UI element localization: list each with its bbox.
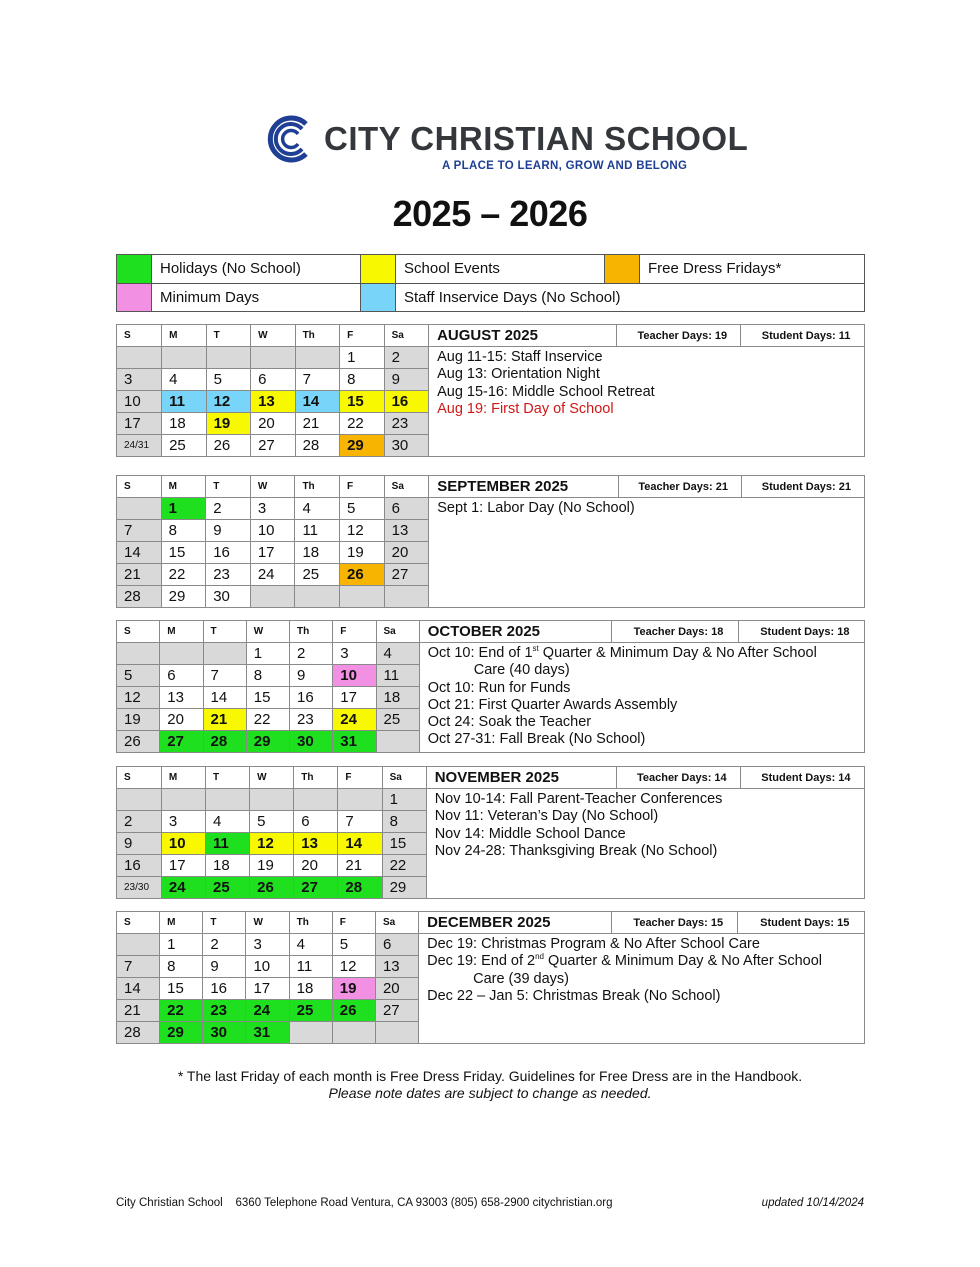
day-cell: 13 (294, 833, 338, 855)
day-cell: 30 (290, 731, 333, 753)
month-events (429, 347, 865, 457)
empty-day-cell (203, 643, 246, 665)
day-cell: 15 (340, 391, 385, 413)
day-cell: 23 (206, 564, 251, 586)
day-cell: 7 (117, 520, 162, 542)
day-header: W (246, 912, 289, 934)
day-cell: 15 (246, 687, 289, 709)
day-cell: 17 (161, 855, 205, 877)
day-cell: 21 (295, 413, 340, 435)
day-cell: 5 (117, 665, 160, 687)
day-cell: 15 (382, 833, 426, 855)
day-cell: 1 (340, 347, 385, 369)
day-cell: 24/31 (117, 435, 162, 457)
day-cell: 22 (382, 855, 426, 877)
day-cell: 2 (203, 934, 246, 956)
day-cell: 23 (384, 413, 429, 435)
month-september (116, 475, 865, 608)
day-header: Sa (376, 621, 419, 643)
day-cell: 10 (117, 391, 162, 413)
day-cell: 3 (246, 934, 289, 956)
month-events (429, 498, 865, 608)
day-header: Sa (384, 325, 429, 347)
legend-inservice: Staff Inservice Days (No School) (396, 283, 865, 312)
day-cell: 30 (206, 586, 251, 608)
empty-day-cell (160, 643, 203, 665)
event-item: Oct 21: First Quarter Awards Assembly (427, 696, 678, 713)
day-cell: 28 (117, 1022, 160, 1044)
day-cell: 8 (161, 520, 206, 542)
day-cell: 18 (162, 413, 207, 435)
student-days: Student Days: 11 (741, 325, 865, 347)
day-cell: 25 (289, 1000, 332, 1022)
day-cell: 6 (294, 811, 338, 833)
month-december (116, 911, 865, 1044)
day-cell: 12 (117, 687, 160, 709)
day-header: W (246, 621, 289, 643)
day-header: T (206, 476, 251, 498)
month-august (116, 324, 865, 457)
day-cell: 27 (384, 564, 429, 586)
day-cell: 1 (161, 498, 206, 520)
free-dress-swatch (605, 255, 640, 284)
empty-day-cell (250, 789, 294, 811)
day-cell: 17 (117, 413, 162, 435)
day-cell: 5 (340, 498, 385, 520)
event-item: Oct 24: Soak the Teacher (427, 714, 592, 731)
empty-day-cell (340, 586, 385, 608)
day-cell: 20 (251, 413, 296, 435)
day-header: M (162, 325, 207, 347)
day-cell: 23 (290, 709, 333, 731)
day-cell: 29 (246, 731, 289, 753)
day-cell: 20 (160, 709, 203, 731)
day-header: S (117, 325, 162, 347)
day-cell: 25 (295, 564, 340, 586)
day-cell: 24 (246, 1000, 289, 1022)
day-header: W (251, 325, 296, 347)
empty-day-cell (295, 347, 340, 369)
school-logo (266, 112, 749, 176)
empty-day-cell (117, 789, 162, 811)
empty-day-cell (251, 347, 296, 369)
day-cell: 20 (294, 855, 338, 877)
day-cell: 19 (332, 978, 375, 1000)
legend-free-dress: Free Dress Fridays* (640, 255, 865, 284)
month-title: DECEMBER 2025 (419, 912, 612, 934)
day-cell: 19 (206, 413, 251, 435)
event-item: Nov 24-28: Thanksgiving Break (No School) (434, 842, 718, 859)
teacher-days: Teacher Days: 15 (612, 912, 738, 934)
event-item: Care (39 days) (473, 970, 569, 987)
day-header: T (203, 621, 246, 643)
teacher-days: Teacher Days: 14 (616, 767, 740, 789)
day-cell: 20 (384, 542, 429, 564)
free-dress-note: * The last Friday of each month is Free Dress Friday. Guidelines for Free Dress are in the Handbook. (177, 1068, 803, 1084)
legend (116, 254, 865, 312)
day-header: F (333, 621, 376, 643)
day-cell: 28 (117, 586, 162, 608)
month-october (116, 620, 865, 753)
legend-minimum-days: Minimum Days (152, 283, 361, 312)
day-header: Th (290, 621, 333, 643)
day-cell: 9 (206, 520, 251, 542)
day-header: S (117, 767, 162, 789)
footer-updated: updated 10/14/2024 (761, 1197, 864, 1209)
day-cell: 25 (162, 435, 207, 457)
day-cell: 2 (117, 811, 162, 833)
day-cell: 26 (340, 564, 385, 586)
empty-day-cell (162, 347, 207, 369)
day-cell: 4 (206, 811, 250, 833)
event-swatch (361, 255, 396, 284)
day-cell: 27 (160, 731, 203, 753)
day-cell: 10 (250, 520, 295, 542)
event-item: Nov 14: Middle School Dance (434, 825, 626, 842)
day-cell: 11 (289, 956, 332, 978)
event-item: Aug 19: First Day of School (437, 400, 614, 417)
day-cell: 8 (340, 369, 385, 391)
month-title: AUGUST 2025 (429, 325, 617, 347)
change-note: Please note dates are subject to change as needed. (328, 1085, 652, 1101)
day-header: F (340, 325, 385, 347)
month-title: SEPTEMBER 2025 (429, 476, 618, 498)
day-cell: 15 (160, 978, 203, 1000)
day-cell: 27 (251, 435, 296, 457)
holiday-swatch (117, 255, 152, 284)
day-cell: 8 (246, 665, 289, 687)
day-cell: 9 (384, 369, 429, 391)
day-cell: 5 (206, 369, 251, 391)
day-cell: 11 (376, 665, 419, 687)
day-cell: 13 (375, 956, 418, 978)
empty-day-cell (117, 498, 162, 520)
day-cell: 17 (250, 542, 295, 564)
day-cell: 6 (251, 369, 296, 391)
day-cell: 12 (332, 956, 375, 978)
day-cell: 27 (294, 877, 338, 899)
day-cell: 6 (375, 934, 418, 956)
day-cell: 27 (375, 1000, 418, 1022)
day-cell: 14 (295, 391, 340, 413)
empty-day-cell (206, 789, 250, 811)
day-cell: 28 (295, 435, 340, 457)
day-cell: 25 (206, 877, 250, 899)
day-cell: 19 (250, 855, 294, 877)
logo-mark-icon (266, 114, 316, 164)
event-item: Oct 10: Run for Funds (427, 679, 571, 696)
day-header: S (117, 621, 160, 643)
month-title: NOVEMBER 2025 (426, 767, 616, 789)
day-cell: 3 (117, 369, 162, 391)
day-cell: 10 (333, 665, 376, 687)
day-cell: 23 (203, 1000, 246, 1022)
day-cell: 16 (206, 542, 251, 564)
day-cell: 16 (203, 978, 246, 1000)
teacher-days: Teacher Days: 18 (612, 621, 738, 643)
day-header: M (160, 621, 203, 643)
day-cell: 29 (382, 877, 426, 899)
empty-day-cell (338, 789, 382, 811)
day-cell: 21 (117, 564, 162, 586)
legend-school-events: School Events (396, 255, 605, 284)
day-cell: 7 (295, 369, 340, 391)
day-cell: 9 (203, 956, 246, 978)
day-cell: 8 (160, 956, 203, 978)
day-header: W (250, 767, 294, 789)
day-cell: 14 (338, 833, 382, 855)
day-cell: 2 (384, 347, 429, 369)
day-header: S (117, 476, 162, 498)
event-item: Oct 10: End of 1st Quarter & Minimum Day & No After School (427, 644, 817, 661)
notes (0, 1068, 980, 1102)
empty-day-cell (250, 586, 295, 608)
day-cell: 1 (246, 643, 289, 665)
day-cell: 30 (203, 1022, 246, 1044)
day-cell: 20 (375, 978, 418, 1000)
day-cell: 17 (333, 687, 376, 709)
teacher-days: Teacher Days: 21 (618, 476, 741, 498)
student-days: Student Days: 21 (741, 476, 864, 498)
day-cell: 3 (161, 811, 205, 833)
day-header: T (206, 325, 251, 347)
empty-day-cell (117, 643, 160, 665)
day-header: M (160, 912, 203, 934)
day-header: F (332, 912, 375, 934)
day-cell: 29 (161, 586, 206, 608)
day-cell: 24 (333, 709, 376, 731)
day-cell: 3 (333, 643, 376, 665)
day-cell: 26 (206, 435, 251, 457)
event-item: Nov 10-14: Fall Parent-Teacher Conferences (434, 791, 723, 807)
day-header: M (161, 476, 206, 498)
day-cell: 21 (338, 855, 382, 877)
day-cell: 11 (206, 833, 250, 855)
event-item: Aug 15-16: Middle School Retreat (437, 383, 655, 400)
day-cell: 22 (161, 564, 206, 586)
school-name: CITY CHRISTIAN SCHOOL (324, 120, 749, 157)
day-cell: 7 (338, 811, 382, 833)
day-cell: 9 (117, 833, 162, 855)
day-cell: 28 (338, 877, 382, 899)
legend-holidays: Holidays (No School) (152, 255, 361, 284)
day-cell: 7 (117, 956, 160, 978)
month-events (419, 643, 864, 753)
empty-day-cell (332, 1022, 375, 1044)
day-cell: 18 (376, 687, 419, 709)
teacher-days: Teacher Days: 19 (617, 325, 741, 347)
day-cell: 14 (203, 687, 246, 709)
empty-day-cell (289, 1022, 332, 1044)
day-cell: 26 (332, 1000, 375, 1022)
event-item: Nov 11: Veteran’s Day (No School) (434, 808, 659, 825)
day-cell: 18 (289, 978, 332, 1000)
day-header: M (161, 767, 205, 789)
day-cell: 23/30 (117, 877, 162, 899)
day-cell: 4 (376, 643, 419, 665)
day-cell: 29 (160, 1022, 203, 1044)
student-days: Student Days: 14 (740, 767, 864, 789)
day-cell: 12 (250, 833, 294, 855)
student-days: Student Days: 18 (738, 621, 864, 643)
day-cell: 2 (206, 498, 251, 520)
month-november (116, 766, 865, 899)
day-cell: 12 (206, 391, 251, 413)
day-cell: 19 (340, 542, 385, 564)
day-cell: 19 (117, 709, 160, 731)
day-cell: 10 (246, 956, 289, 978)
event-item: Dec 19: Christmas Program & No After School Care (427, 936, 760, 952)
day-header: W (250, 476, 295, 498)
page-title: 2025 – 2026 (392, 193, 588, 234)
day-cell: 17 (246, 978, 289, 1000)
day-cell: 1 (160, 934, 203, 956)
day-cell: 1 (382, 789, 426, 811)
day-cell: 18 (295, 542, 340, 564)
day-cell: 31 (246, 1022, 289, 1044)
day-header: Th (295, 325, 340, 347)
day-cell: 9 (290, 665, 333, 687)
month-title: OCTOBER 2025 (419, 621, 612, 643)
footer-address: City Christian School 6360 Telephone Road Ventura, CA 93003 (805) 658-2900 citychristian.org (116, 1197, 613, 1209)
day-cell: 3 (250, 498, 295, 520)
minimum-swatch (117, 283, 152, 312)
empty-day-cell (117, 347, 162, 369)
school-tagline: A PLACE TO LEARN, GROW AND BELONG (442, 160, 688, 172)
day-cell: 21 (203, 709, 246, 731)
day-header: F (338, 767, 382, 789)
day-cell: 26 (117, 731, 160, 753)
day-cell: 8 (382, 811, 426, 833)
day-cell: 4 (289, 934, 332, 956)
month-events (419, 934, 865, 1044)
day-header: F (340, 476, 385, 498)
day-header: S (117, 912, 160, 934)
event-item: Care (40 days) (473, 662, 570, 679)
empty-day-cell (376, 731, 419, 753)
day-header: Th (289, 912, 332, 934)
day-cell: 14 (117, 542, 162, 564)
day-cell: 6 (384, 498, 429, 520)
day-header: T (203, 912, 246, 934)
empty-day-cell (375, 1022, 418, 1044)
empty-day-cell (295, 586, 340, 608)
day-cell: 6 (160, 665, 203, 687)
day-cell: 10 (161, 833, 205, 855)
event-item: Oct 27-31: Fall Break (No School) (427, 731, 646, 748)
day-cell: 13 (251, 391, 296, 413)
day-cell: 13 (160, 687, 203, 709)
student-days: Student Days: 15 (738, 912, 865, 934)
day-cell: 22 (246, 709, 289, 731)
empty-day-cell (161, 789, 205, 811)
month-events (426, 789, 864, 899)
day-cell: 14 (117, 978, 160, 1000)
empty-day-cell (384, 586, 429, 608)
event-item: Aug 13: Orientation Night (437, 366, 600, 383)
day-cell: 5 (332, 934, 375, 956)
event-item: Dec 22 – Jan 5: Christmas Break (No School) (427, 987, 721, 1004)
day-cell: 15 (161, 542, 206, 564)
day-cell: 26 (250, 877, 294, 899)
day-cell: 31 (333, 731, 376, 753)
day-header: Sa (375, 912, 418, 934)
empty-day-cell (294, 789, 338, 811)
day-header: Th (295, 476, 340, 498)
day-cell: 11 (162, 391, 207, 413)
day-cell: 12 (340, 520, 385, 542)
day-header: Th (294, 767, 338, 789)
empty-day-cell (117, 934, 160, 956)
day-cell: 25 (376, 709, 419, 731)
day-cell: 4 (162, 369, 207, 391)
day-cell: 28 (203, 731, 246, 753)
day-cell: 16 (290, 687, 333, 709)
day-cell: 11 (295, 520, 340, 542)
day-header: T (206, 767, 250, 789)
event-item: Dec 19: End of 2nd Quarter & Minimum Day & No After School (427, 952, 823, 970)
day-cell: 30 (384, 435, 429, 457)
day-cell: 4 (295, 498, 340, 520)
day-cell: 5 (250, 811, 294, 833)
empty-day-cell (206, 347, 251, 369)
day-cell: 24 (161, 877, 205, 899)
event-item: Aug 11-15: Staff Inservice (437, 349, 603, 365)
day-header: Sa (382, 767, 426, 789)
day-cell: 2 (290, 643, 333, 665)
day-cell: 16 (384, 391, 429, 413)
day-cell: 13 (384, 520, 429, 542)
day-cell: 7 (203, 665, 246, 687)
event-item: Sept 1: Labor Day (No School) (437, 500, 635, 516)
day-header: Sa (384, 476, 429, 498)
day-cell: 21 (117, 1000, 160, 1022)
day-cell: 22 (160, 1000, 203, 1022)
day-cell: 18 (206, 855, 250, 877)
day-cell: 29 (340, 435, 385, 457)
day-cell: 22 (340, 413, 385, 435)
inservice-swatch (361, 283, 396, 312)
day-cell: 24 (250, 564, 295, 586)
day-cell: 16 (117, 855, 162, 877)
